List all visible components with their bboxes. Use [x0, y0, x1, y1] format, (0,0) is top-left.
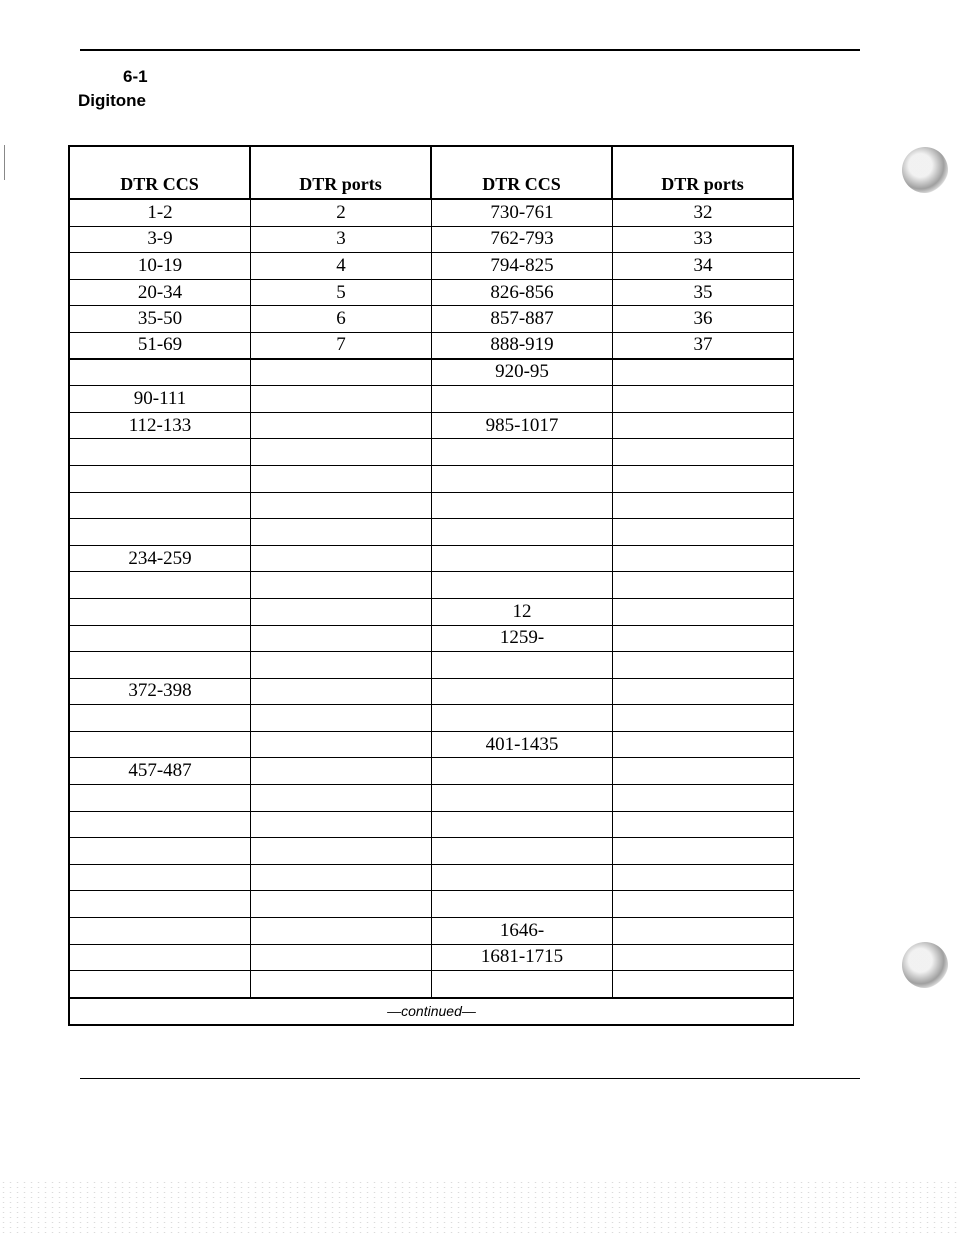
table-cell: 3 — [251, 227, 432, 253]
table-cell — [432, 466, 613, 492]
table-row — [68, 572, 794, 599]
table-row — [68, 253, 794, 280]
table-cell: 90-111 — [70, 386, 251, 412]
table-row — [68, 546, 794, 573]
table-row — [68, 945, 794, 972]
table-row — [68, 360, 794, 387]
stamp-seal — [902, 147, 948, 193]
table-cell — [251, 519, 432, 545]
table-row — [68, 705, 794, 732]
table-cell — [613, 572, 793, 598]
table-cell: 457-487 — [70, 758, 251, 784]
table-row — [68, 413, 794, 440]
table-row — [68, 758, 794, 785]
table-cell — [251, 891, 432, 917]
table-row — [68, 918, 794, 945]
table-cell — [70, 466, 251, 492]
table-row — [68, 306, 794, 333]
table-cell — [613, 466, 793, 492]
table-cell: 34 — [693, 254, 713, 276]
table-cell — [613, 812, 793, 838]
table-cell: 20-34 — [70, 280, 251, 306]
table-row — [68, 971, 794, 998]
table-cell — [70, 572, 251, 598]
table-cell: 1646- — [432, 918, 613, 944]
table-cell — [613, 626, 793, 652]
table-row — [68, 280, 794, 307]
table-cell — [251, 386, 432, 412]
bottom-rule — [80, 1078, 860, 1079]
table-cell — [613, 493, 793, 519]
table-cell — [70, 785, 251, 811]
table-cell — [432, 652, 613, 678]
table-cell — [432, 546, 613, 572]
table-row — [68, 200, 794, 227]
table-cell: 36 — [693, 308, 713, 330]
table-cell — [613, 891, 793, 917]
table-row — [68, 333, 794, 360]
table-cell: 33 — [693, 228, 713, 250]
table-cell — [432, 493, 613, 519]
table-cell: 12 — [432, 599, 613, 625]
table-row — [68, 865, 794, 892]
table-cell — [70, 732, 251, 758]
table-cell — [70, 360, 251, 386]
table-cell — [613, 599, 793, 625]
table-cell — [251, 572, 432, 598]
table-cell: 794-825 — [432, 253, 613, 279]
header-cell: DTR CCS — [432, 147, 613, 198]
table-cell — [251, 466, 432, 492]
table-cell — [613, 360, 793, 386]
table-cell — [251, 626, 432, 652]
table-cell: 2 — [251, 200, 432, 226]
table-cell — [251, 439, 432, 465]
table-cell: 7 — [251, 333, 432, 358]
table-cell: 51-69 — [70, 333, 251, 358]
table-cell: 730-761 — [432, 200, 613, 226]
table-cell — [613, 865, 793, 891]
table-row — [68, 599, 794, 626]
margin-mark — [4, 145, 5, 180]
table-row — [68, 652, 794, 679]
table-cell: 1681-1715 — [432, 945, 613, 971]
table-cell — [70, 493, 251, 519]
table-cell — [70, 599, 251, 625]
table-cell: 35-50 — [70, 306, 251, 332]
table-row — [68, 466, 794, 493]
table-cell: 920-95 — [432, 360, 613, 386]
table-cell — [613, 705, 793, 731]
table-title: Digitone — [78, 91, 146, 110]
table-cell — [70, 812, 251, 838]
table-cell: 372-398 — [70, 679, 251, 705]
table-cell — [613, 838, 793, 864]
table-cell — [251, 732, 432, 758]
table-cell — [613, 732, 793, 758]
table-number: 6-1 — [123, 67, 148, 86]
table-row — [68, 519, 794, 546]
table-row — [68, 439, 794, 466]
table-row — [68, 812, 794, 839]
table-cell: 37 — [693, 334, 713, 356]
table-header-row — [68, 145, 794, 200]
table-cell: 1259- — [432, 626, 613, 652]
table-cell — [432, 439, 613, 465]
table-cell — [432, 519, 613, 545]
table-row — [68, 838, 794, 865]
table-cell: 234-259 — [70, 546, 251, 572]
table-cell: 1-2 — [70, 200, 251, 226]
table-cell: 857-887 — [432, 306, 613, 332]
header-cell: DTR ports — [661, 174, 744, 194]
table-cell — [432, 971, 613, 997]
table-cell — [251, 679, 432, 705]
table-cell — [251, 838, 432, 864]
table-cell — [432, 572, 613, 598]
continued-row — [68, 998, 794, 1026]
table-cell — [613, 413, 793, 439]
table-cell: 112-133 — [70, 413, 251, 439]
table-cell — [251, 758, 432, 784]
table-cell — [251, 918, 432, 944]
table-cell: 35 — [693, 281, 713, 303]
table-cell: 3-9 — [70, 227, 251, 253]
table-cell — [70, 945, 251, 971]
table-row — [68, 626, 794, 653]
table-cell — [70, 439, 251, 465]
table-cell — [432, 891, 613, 917]
continued-label: —continued— — [387, 1003, 476, 1020]
table-cell — [613, 679, 793, 705]
table-cell: 4 — [251, 253, 432, 279]
table-cell — [613, 918, 793, 944]
table-cell — [251, 865, 432, 891]
table-cell — [70, 519, 251, 545]
table-cell — [432, 679, 613, 705]
table-cell: 32 — [693, 201, 713, 223]
table-cell — [70, 705, 251, 731]
table-cell — [613, 758, 793, 784]
header-cell: DTR CCS — [70, 147, 251, 198]
table-cell: 5 — [251, 280, 432, 306]
table-cell: 888-919 — [432, 333, 613, 358]
table-cell — [70, 971, 251, 997]
table-cell: 10-19 — [70, 253, 251, 279]
table-cell — [70, 652, 251, 678]
table-cell — [251, 945, 432, 971]
table-cell: 985-1017 — [432, 413, 613, 439]
table-row — [68, 785, 794, 812]
table-cell — [70, 865, 251, 891]
table-cell — [251, 599, 432, 625]
stamp-seal — [902, 942, 948, 988]
scan-noise — [0, 1180, 959, 1237]
table-cell — [70, 626, 251, 652]
table-row — [68, 386, 794, 413]
table-cell — [251, 413, 432, 439]
table-body — [68, 200, 794, 998]
table-row — [68, 891, 794, 918]
header-cell: DTR ports — [251, 147, 432, 198]
table-cell — [70, 891, 251, 917]
table-cell — [432, 838, 613, 864]
table-cell — [613, 971, 793, 997]
table-cell: 401-1435 — [432, 732, 613, 758]
table-cell — [251, 812, 432, 838]
dtr-table — [68, 145, 794, 1026]
table-cell — [613, 386, 793, 412]
table-cell — [613, 439, 793, 465]
table-cell — [432, 386, 613, 412]
table-cell: 6 — [251, 306, 432, 332]
table-cell — [613, 546, 793, 572]
table-cell: 762-793 — [432, 227, 613, 253]
table-cell — [613, 652, 793, 678]
table-cell — [251, 493, 432, 519]
table-cell — [251, 705, 432, 731]
table-row — [68, 732, 794, 759]
table-cell — [432, 785, 613, 811]
top-rule — [80, 49, 860, 51]
table-cell — [432, 865, 613, 891]
table-cell — [251, 971, 432, 997]
table-cell: 826-856 — [432, 280, 613, 306]
table-row — [68, 227, 794, 254]
table-row — [68, 679, 794, 706]
table-cell — [432, 705, 613, 731]
table-cell — [251, 652, 432, 678]
table-cell — [251, 546, 432, 572]
table-cell — [613, 785, 793, 811]
table-cell — [70, 918, 251, 944]
table-cell — [432, 812, 613, 838]
table-cell — [251, 360, 432, 386]
table-row — [68, 493, 794, 520]
table-cell — [613, 945, 793, 971]
table-cell — [613, 519, 793, 545]
table-cell — [70, 838, 251, 864]
table-cell — [432, 758, 613, 784]
table-cell — [251, 785, 432, 811]
